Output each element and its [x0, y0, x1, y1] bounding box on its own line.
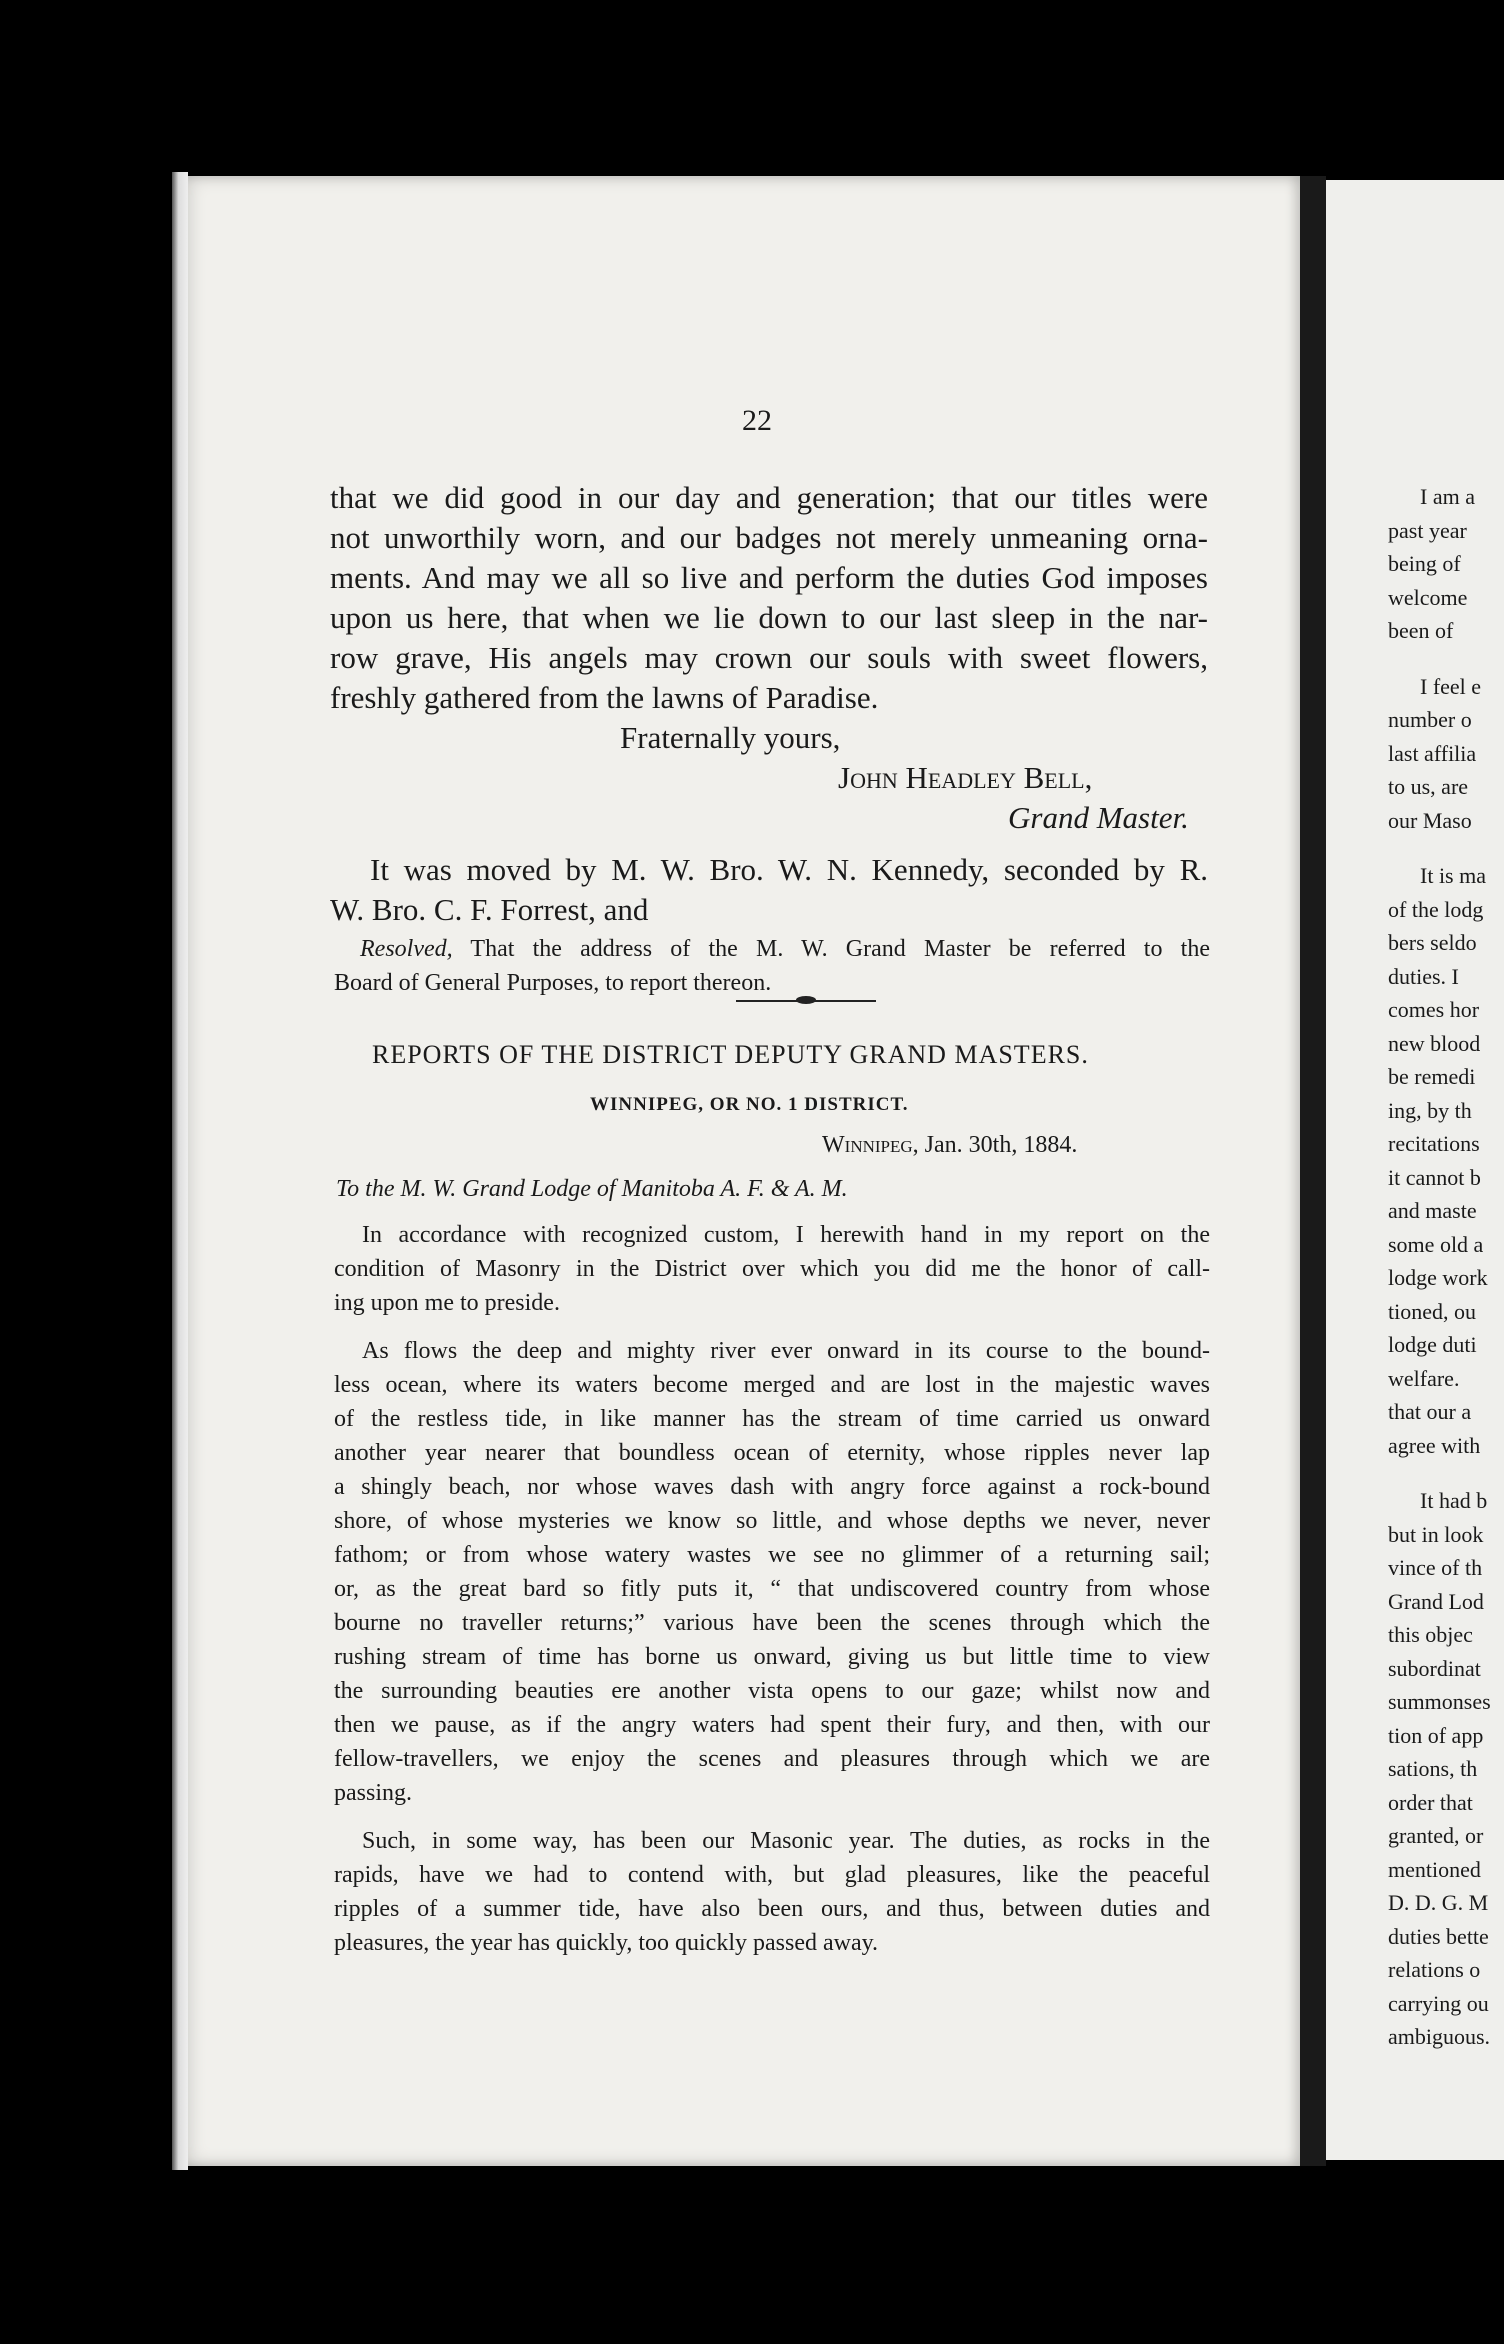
- body-line: ing upon me to preside.: [334, 1290, 560, 1316]
- page-number: 22: [742, 404, 772, 437]
- right-page-fragment: D. D. G. M: [1388, 1890, 1489, 1915]
- body-line: As flows the deep and mighty river ever onward in its course to the bound-: [362, 1338, 1210, 1364]
- right-page-fragment: our Maso: [1388, 807, 1472, 833]
- right-page-fragment: being of: [1388, 551, 1461, 576]
- right-page-fragment: lodge duti: [1388, 1332, 1477, 1357]
- body-line: of the restless tide, in like manner has the stream of time carried us onward: [334, 1406, 1210, 1432]
- body-line: passing.: [334, 1780, 412, 1806]
- closing-line: ments. And may we all so live and perform the duties God imposes: [330, 560, 1208, 595]
- body-line: rapids, have we had to contend with, but glad pleasures, like the peaceful: [334, 1862, 1210, 1888]
- body-line: another year nearer that boundless ocean of eternity, whose ripples never lap: [334, 1440, 1210, 1466]
- right-page-fragment: bers seldo: [1388, 930, 1477, 955]
- closing-line: that we did good in our day and generation; that our titles were: [330, 480, 1208, 515]
- right-page-fragment: Grand Lod: [1388, 1588, 1484, 1614]
- motion-line: W. Bro. C. F. Forrest, and: [330, 892, 649, 927]
- closing-line: row grave, His angels may crown our souls with sweet flowers,: [330, 640, 1208, 675]
- right-page-fragment: subordinat: [1388, 1655, 1481, 1681]
- resolved-text: That the address of the M. W. Grand Master be referred to the: [470, 936, 1210, 962]
- right-page-fragment: welfare.: [1388, 1365, 1460, 1391]
- right-page-fragment: tioned, ou: [1388, 1298, 1476, 1324]
- body-line: In accordance with recognized custom, I herewith hand in my report on the: [362, 1222, 1210, 1248]
- section-divider-ornament: [796, 996, 816, 1004]
- page-edge: [172, 172, 188, 2170]
- book-gutter: [1300, 176, 1326, 2166]
- body-line: rushing stream of time has borne us onward, giving us but little time to view: [334, 1644, 1210, 1670]
- signature-name: John Headley Bell,: [838, 760, 1093, 795]
- right-page-fragment: vince of th: [1388, 1555, 1483, 1580]
- right-page-fragment: it cannot b: [1388, 1164, 1481, 1190]
- right-page-fragment: ing, by th: [1388, 1097, 1472, 1123]
- right-page-fragment: this objec: [1388, 1622, 1473, 1647]
- right-page-fragment: sations, th: [1388, 1756, 1478, 1781]
- right-page-fragment: It had b: [1420, 1488, 1488, 1513]
- body-line: Such, in some way, has been our Masonic year. The duties, as rocks in the: [362, 1828, 1210, 1854]
- district-heading: WINNIPEG, OR NO. 1 DISTRICT.: [590, 1094, 909, 1115]
- signature-title: Grand Master.: [1008, 800, 1189, 835]
- right-page-fragment: granted, or: [1388, 1823, 1484, 1848]
- right-page-fragment: I am a: [1420, 484, 1475, 509]
- right-page-fragment: agree with: [1388, 1432, 1481, 1458]
- section-heading: REPORTS OF THE DISTRICT DEPUTY GRAND MASTERS.: [372, 1040, 1089, 1069]
- right-page-fragment: mentioned: [1388, 1856, 1481, 1882]
- closing-line: not unworthily worn, and our badges not merely unmeaning orna-: [330, 520, 1208, 555]
- right-page-fragment: but in look: [1388, 1521, 1484, 1547]
- body-line: pleasures, the year has quickly, too quickly passed away.: [334, 1930, 879, 1956]
- body-line: condition of Masonry in the District over which you did me the honor of call-: [334, 1256, 1210, 1282]
- motion-line: It was moved by M. W. Bro. W. N. Kennedy, seconded by R.: [370, 852, 1208, 887]
- right-page-fragment: last affilia: [1388, 740, 1477, 766]
- body-line: less ocean, where its waters become merged and are lost in the majestic waves: [334, 1372, 1210, 1398]
- right-page-fragment: be remedi: [1388, 1064, 1476, 1089]
- resolved-line: Board of General Purposes, to report thereon.: [334, 970, 772, 996]
- right-page-fragment: number o: [1388, 707, 1472, 732]
- right-page-fragment: been of: [1388, 618, 1454, 643]
- right-page-fragment: duties bette: [1388, 1923, 1489, 1949]
- dateline-date: Jan. 30th, 1884.: [924, 1132, 1078, 1158]
- right-page-fragment: tion of app: [1388, 1722, 1484, 1748]
- right-page-fragment: lodge work: [1388, 1265, 1488, 1290]
- right-page-fragment: relations o: [1388, 1957, 1481, 1982]
- right-page-fragment: recitations: [1388, 1131, 1480, 1156]
- body-line: fathom; or from whose watery wastes we see no glimmer of a returning sail;: [334, 1542, 1210, 1568]
- right-page-fragment: comes hor: [1388, 997, 1480, 1022]
- resolved-label: Resolved,: [360, 936, 453, 962]
- right-page-fragment: past year: [1388, 517, 1467, 543]
- body-line: ripples of a summer tide, have also been ours, and thus, between duties and: [334, 1896, 1210, 1922]
- right-page-fragment: order that: [1388, 1789, 1473, 1815]
- right-page-fragment: It is ma: [1420, 863, 1486, 888]
- right-page-fragment: summonses: [1388, 1689, 1491, 1714]
- signoff: Fraternally yours,: [620, 720, 841, 755]
- right-page-fragment: duties. I: [1388, 963, 1459, 989]
- body-line: fellow-travellers, we enjoy the scenes and pleasures through which we are: [334, 1746, 1210, 1772]
- body-line: then we pause, as if the angry waters had spent their fury, and then, with our: [334, 1712, 1210, 1738]
- right-page-fragment: and maste: [1388, 1198, 1477, 1223]
- salutation: To the M. W. Grand Lodge of Manitoba A. F. & A. M.: [336, 1176, 848, 1202]
- body-line: the surrounding beauties ere another vista opens to our gaze; whilst now and: [334, 1678, 1210, 1704]
- body-line: bourne no traveller returns;” various have been the scenes through which the: [334, 1610, 1210, 1636]
- body-line: shore, of whose mysteries we know so little, and whose depths we never, never: [334, 1508, 1210, 1534]
- dateline-place: Winnipeg,: [822, 1132, 919, 1158]
- right-page-fragment: ambiguous.: [1388, 2024, 1491, 2049]
- closing-line: freshly gathered from the lawns of Paradise.: [330, 680, 879, 715]
- right-page-fragment: some old a: [1388, 1231, 1484, 1257]
- right-page-fragment: to us, are: [1388, 774, 1469, 799]
- closing-line: upon us here, that when we lie down to our last sleep in the nar-: [330, 600, 1208, 635]
- right-page-fragment: new blood: [1388, 1030, 1481, 1056]
- body-line: a shingly beach, nor whose waves dash with angry force against a rock-bound: [334, 1474, 1210, 1500]
- dateline: [822, 1132, 1077, 1159]
- resolved-line: [360, 936, 1210, 963]
- right-page-fragment: of the lodg: [1388, 896, 1484, 922]
- body-line: or, as the great bard so fitly puts it, “ that undiscovered country from whose: [334, 1576, 1210, 1602]
- right-page-fragment: that our a: [1388, 1399, 1472, 1424]
- right-page-fragment: carrying ou: [1388, 1990, 1489, 2016]
- right-page-fragment: I feel e: [1420, 673, 1482, 699]
- right-page-fragment: welcome: [1388, 584, 1468, 610]
